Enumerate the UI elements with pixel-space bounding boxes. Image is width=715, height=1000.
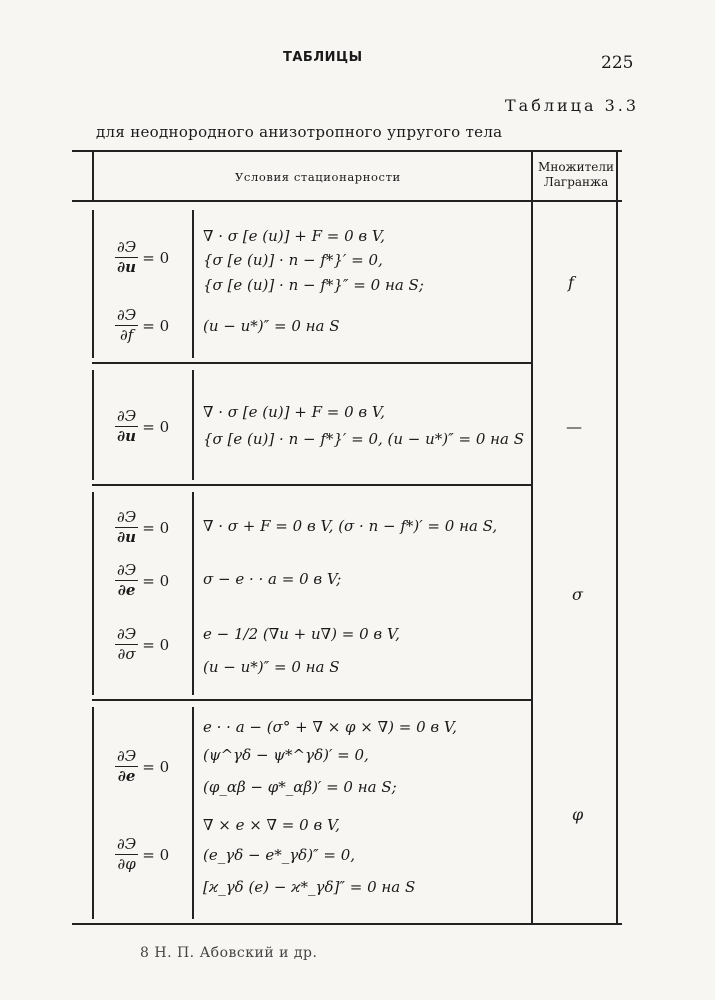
multipliers-header-line2: Лагранжа <box>543 175 609 189</box>
condition-line: e · · a − (σ° + ∇ × φ × ∇) = 0 в V, <box>203 718 457 736</box>
row-left-rule <box>92 707 94 919</box>
lagrange-multiplier: σ <box>572 585 583 604</box>
condition-line: (e_γδ − e*_γδ)″ = 0, <box>203 846 356 864</box>
table-header-rule <box>72 200 622 202</box>
derivative-condition: ∂Э ∂e = 0 <box>117 747 170 786</box>
running-header-title: ТАБЛИЦЫ <box>283 50 363 65</box>
row-left-rule <box>92 210 94 358</box>
derivative-condition: ∂Э ∂φ = 0 <box>117 835 170 874</box>
row-left-rule <box>92 492 94 695</box>
condition-line: (ψ^γδ − ψ*^γδ)′ = 0, <box>203 746 369 764</box>
page-number: 225 <box>601 53 634 73</box>
column-header-conditions: Условия стационарности <box>235 170 401 184</box>
row-inner-rule <box>192 370 194 480</box>
row-inner-rule <box>192 492 194 695</box>
condition-line: (φ_αβ − φ*_αβ)′ = 0 на S; <box>203 778 397 796</box>
condition-line: ∇ · σ [e (u)] + F = 0 в V, <box>203 227 385 245</box>
derivative-condition: ∂Э ∂σ = 0 <box>117 625 170 664</box>
column-divider <box>531 150 533 923</box>
condition-line: ∇ × e × ∇ = 0 в V, <box>203 816 340 834</box>
condition-line: (u − u*)″ = 0 на S <box>203 658 340 676</box>
table-label: Таблица 3.3 <box>505 96 640 115</box>
header-left-rule <box>92 150 94 200</box>
lagrange-multiplier: φ <box>572 805 584 824</box>
row-inner-rule <box>192 707 194 919</box>
multipliers-header-line1: Множители <box>538 160 614 174</box>
derivative-condition: ∂Э ∂u = 0 <box>117 407 170 446</box>
table-top-rule <box>72 150 622 152</box>
lagrange-multiplier: — <box>566 417 582 436</box>
lagrange-multiplier: f <box>568 273 574 292</box>
derivative-condition: ∂Э ∂f = 0 <box>117 306 170 345</box>
row-separator <box>92 362 532 364</box>
condition-line: {σ [e (u)] · n − f*}′ = 0, (u − u*)″ = 0 на S <box>203 430 525 448</box>
condition-line: σ − e · · a = 0 в V; <box>203 570 342 588</box>
table-right-rule <box>616 150 618 923</box>
condition-line: {σ [e (u)] · n − f*}′ = 0, <box>203 251 383 269</box>
derivative-condition: ∂Э ∂e = 0 <box>117 561 170 600</box>
condition-line: e − 1/2 (∇u + u∇) = 0 в V, <box>203 625 400 643</box>
condition-line: (u − u*)″ = 0 на S <box>203 317 340 335</box>
row-separator <box>92 484 532 486</box>
derivative-condition: ∂Э ∂u = 0 <box>117 508 170 547</box>
row-left-rule <box>92 370 94 480</box>
condition-line: [ϰ_γδ (e) − ϰ*_γδ]″ = 0 на S <box>203 878 416 896</box>
row-separator <box>92 699 532 701</box>
table-bottom-rule <box>72 923 622 925</box>
table-caption: для неоднородного анизотропного упругого тела <box>96 123 503 141</box>
derivative-condition: ∂Э ∂u = 0 <box>117 238 170 277</box>
column-header-multipliers <box>536 160 616 190</box>
row-inner-rule <box>192 210 194 358</box>
condition-line: ∇ · σ + F = 0 в V, (σ · n − f*)′ = 0 на S, <box>203 517 498 535</box>
footer-signature: 8 Н. П. Абовский и др. <box>140 945 318 961</box>
condition-line: ∇ · σ [e (u)] + F = 0 в V, <box>203 403 385 421</box>
condition-line: {σ [e (u)] · n − f*}″ = 0 на S; <box>203 276 424 294</box>
